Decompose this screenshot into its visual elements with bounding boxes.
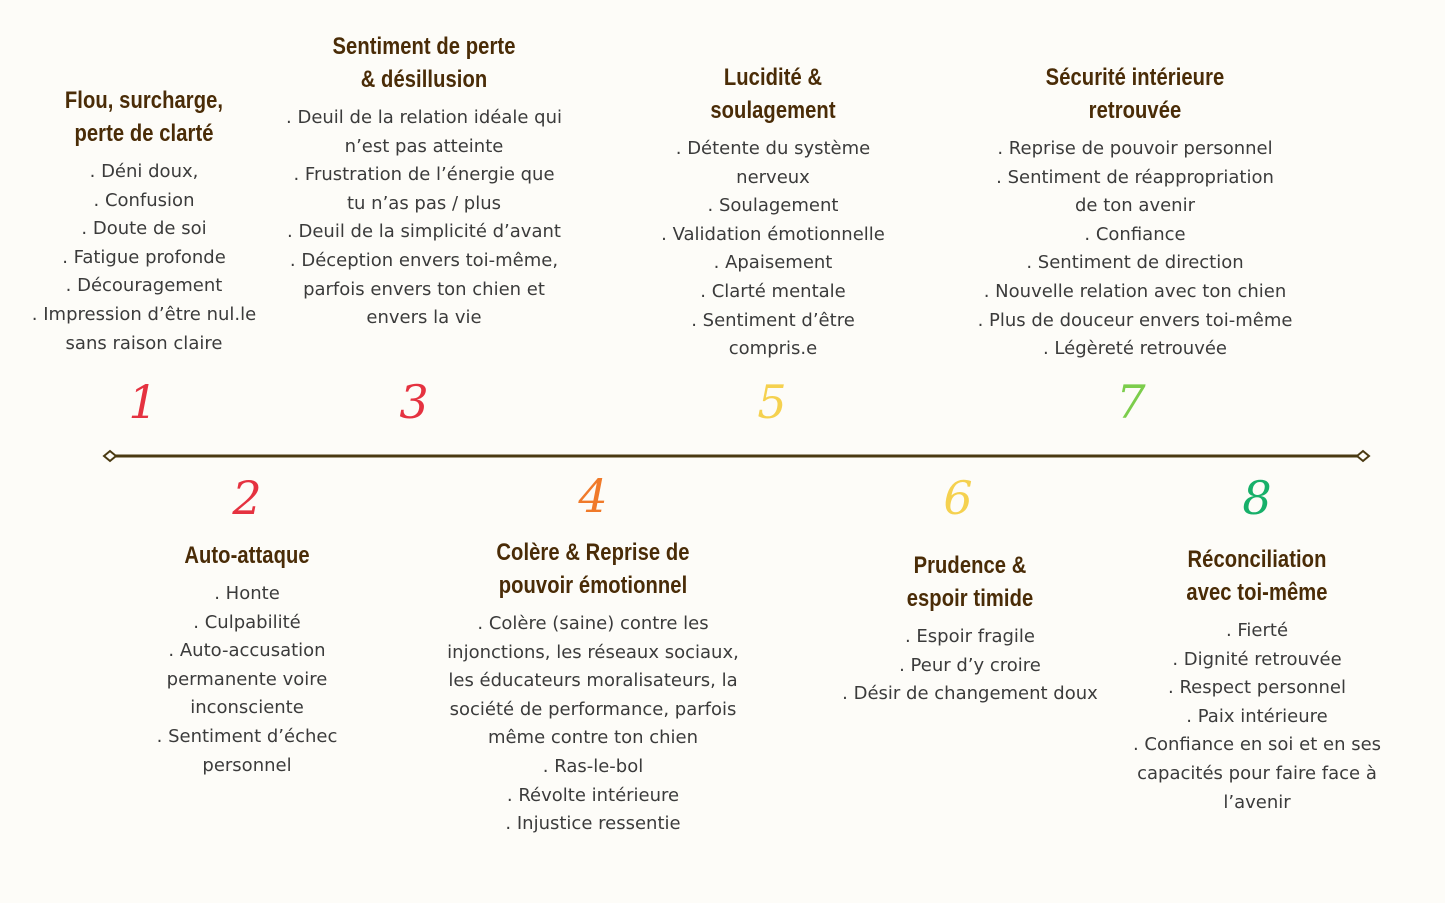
stage-3-item: . Deuil de la simplicité d’avant bbox=[287, 221, 561, 243]
stage-3-text bbox=[274, 30, 574, 333]
stage-7-title bbox=[992, 61, 1278, 127]
stage-6-items bbox=[825, 623, 1115, 709]
stage-6-item: . Désir de changement doux bbox=[842, 683, 1098, 705]
stage-1-title-line: Flou, surcharge, bbox=[64, 87, 224, 114]
stage-2-number: 2 bbox=[232, 471, 262, 525]
stage-6-item: . Espoir fragile bbox=[904, 626, 1036, 647]
stage-7-item: . Sentiment de réappropriation bbox=[996, 166, 1274, 188]
stage-5-item: . Détente du système bbox=[675, 138, 871, 159]
stage-6-title bbox=[848, 549, 1092, 615]
stage-4-item: injonctions, les réseaux sociaux, bbox=[447, 641, 739, 663]
stage-2-title bbox=[138, 539, 356, 572]
stage-8-title bbox=[1139, 543, 1374, 609]
stage-7-item: . Reprise de pouvoir personnel bbox=[997, 138, 1273, 159]
stage-4-text bbox=[433, 536, 753, 839]
stage-3-title-line: & désillusion bbox=[360, 66, 488, 93]
stage-1-item: . Déni doux, bbox=[89, 161, 199, 182]
stage-2-item: personnel bbox=[202, 754, 292, 776]
stage-2-title-line: Auto-attaque bbox=[184, 542, 310, 569]
stage-3-item: tu n’as pas / plus bbox=[346, 192, 501, 214]
stage-2-item: . Auto-accusation bbox=[168, 640, 326, 662]
stage-7-items bbox=[965, 135, 1305, 364]
stage-2-text bbox=[117, 539, 377, 780]
stage-5-text bbox=[643, 61, 903, 364]
stage-3-number: 3 bbox=[399, 375, 429, 429]
stage-4-title bbox=[459, 536, 728, 602]
stage-4-item: . Injustice ressentie bbox=[505, 813, 681, 835]
stage-2-item: . Sentiment d’échec bbox=[156, 725, 338, 747]
stage-8-title-line: avec toi-même bbox=[1186, 579, 1328, 606]
stage-7-item: . Légèreté retrouvée bbox=[1042, 338, 1228, 360]
stage-5-item: nerveux bbox=[736, 166, 810, 188]
stage-4-item: même contre ton chien bbox=[487, 727, 699, 749]
stage-7-number: 7 bbox=[1116, 375, 1146, 429]
stage-8-number: 8 bbox=[1242, 471, 1272, 525]
stage-1-item: . Fatigue profonde bbox=[62, 246, 226, 268]
stage-5-title bbox=[664, 61, 882, 127]
stage-8-item: . Confiance en soi et en ses bbox=[1132, 734, 1382, 756]
stage-4-title-line: pouvoir émotionnel bbox=[498, 572, 688, 599]
stage-3-item: . Deuil de la relation idéale qui bbox=[286, 107, 562, 128]
stage-1-item: . Découragement bbox=[65, 275, 223, 297]
timeline-end-diamond bbox=[1357, 451, 1369, 461]
stage-6-title-line: espoir timide bbox=[906, 585, 1034, 612]
stage-5-item: . Apaisement bbox=[713, 252, 833, 274]
stage-1-item: . Confusion bbox=[93, 189, 195, 211]
stage-6-title-line: Prudence & bbox=[913, 552, 1027, 579]
stage-2-item: permanente voire bbox=[166, 668, 328, 690]
stage-1-items bbox=[14, 158, 274, 358]
stage-8-title-line: Réconciliation bbox=[1187, 546, 1327, 573]
stage-7-title-line: retrouvée bbox=[1088, 97, 1182, 124]
stage-2-item: . Culpabilité bbox=[193, 611, 301, 633]
stage-4-item: société de performance, parfois bbox=[449, 698, 737, 720]
stage-7-title-line: Sécurité intérieure bbox=[1045, 64, 1225, 91]
stage-4-item: les éducateurs moralisateurs, la bbox=[448, 670, 738, 692]
stage-7-text bbox=[965, 61, 1305, 364]
stage-8-item: l’avenir bbox=[1223, 791, 1291, 813]
stage-5-item: . Soulagement bbox=[707, 195, 839, 217]
stage-5-item: compris.e bbox=[728, 338, 818, 360]
stage-3-title-line: Sentiment de perte bbox=[332, 33, 516, 60]
stage-1-text bbox=[14, 84, 274, 358]
stage-5-item: . Validation émotionnelle bbox=[661, 223, 885, 245]
stage-6-item: . Peur d’y croire bbox=[899, 654, 1041, 676]
stage-4-title-line: Colère & Reprise de bbox=[496, 539, 690, 566]
stage-1-title bbox=[35, 84, 253, 150]
stage-6-text bbox=[825, 549, 1115, 709]
stage-8-items bbox=[1117, 617, 1397, 817]
stage-4-item: . Révolte intérieure bbox=[506, 784, 680, 806]
stage-3-title bbox=[298, 30, 550, 96]
stage-1-title-line: perte de clarté bbox=[74, 120, 214, 147]
stage-5-item: . Sentiment d’être bbox=[691, 309, 855, 331]
stage-2-item: . Honte bbox=[214, 583, 280, 604]
stage-5-title-line: Lucidité & bbox=[723, 64, 823, 91]
stage-6-number: 6 bbox=[943, 471, 973, 525]
stage-8-item: . Respect personnel bbox=[1168, 677, 1346, 699]
stage-7-item: . Sentiment de direction bbox=[1026, 252, 1244, 274]
stage-3-item: n’est pas atteinte bbox=[344, 135, 504, 157]
stage-1-item: . Impression d’être nul.le bbox=[31, 303, 257, 325]
stage-7-item: . Confiance bbox=[1084, 223, 1186, 245]
stage-1-item: sans raison claire bbox=[65, 332, 223, 354]
stage-4-item: . Ras-le-bol bbox=[542, 755, 644, 777]
stage-5-items bbox=[643, 135, 903, 364]
stage-2-item: inconsciente bbox=[190, 697, 304, 719]
stage-2-items bbox=[117, 580, 377, 780]
stage-3-item: . Déception envers toi-même, bbox=[289, 249, 559, 271]
stage-8-item: . Fierté bbox=[1225, 620, 1289, 641]
stage-8-text bbox=[1117, 543, 1397, 817]
stage-3-items bbox=[274, 104, 574, 333]
stage-8-item: capacités pour faire face à bbox=[1137, 762, 1377, 784]
stage-7-item: . Nouvelle relation avec ton chien bbox=[983, 280, 1287, 302]
timeline-start-diamond bbox=[104, 451, 116, 461]
stage-8-item: . Dignité retrouvée bbox=[1172, 648, 1342, 670]
stage-4-items bbox=[433, 610, 753, 839]
stage-5-title-line: soulagement bbox=[710, 97, 836, 124]
stage-4-number: 4 bbox=[578, 469, 608, 523]
stage-5-item: . Clarté mentale bbox=[700, 280, 846, 302]
stage-8-item: . Paix intérieure bbox=[1186, 705, 1328, 727]
stage-3-item: . Frustration de l’énergie que bbox=[293, 164, 555, 186]
stage-4-item: . Colère (saine) contre les bbox=[477, 613, 709, 634]
stage-7-item: . Plus de douceur envers toi-même bbox=[977, 309, 1293, 331]
stage-1-number: 1 bbox=[128, 375, 158, 429]
stage-5-number: 5 bbox=[757, 375, 787, 429]
stage-1-item: . Doute de soi bbox=[81, 218, 207, 240]
stage-3-item: parfois envers ton chien et bbox=[303, 278, 545, 300]
stage-3-item: envers la vie bbox=[366, 307, 482, 329]
stage-7-item: de ton avenir bbox=[1075, 195, 1195, 217]
